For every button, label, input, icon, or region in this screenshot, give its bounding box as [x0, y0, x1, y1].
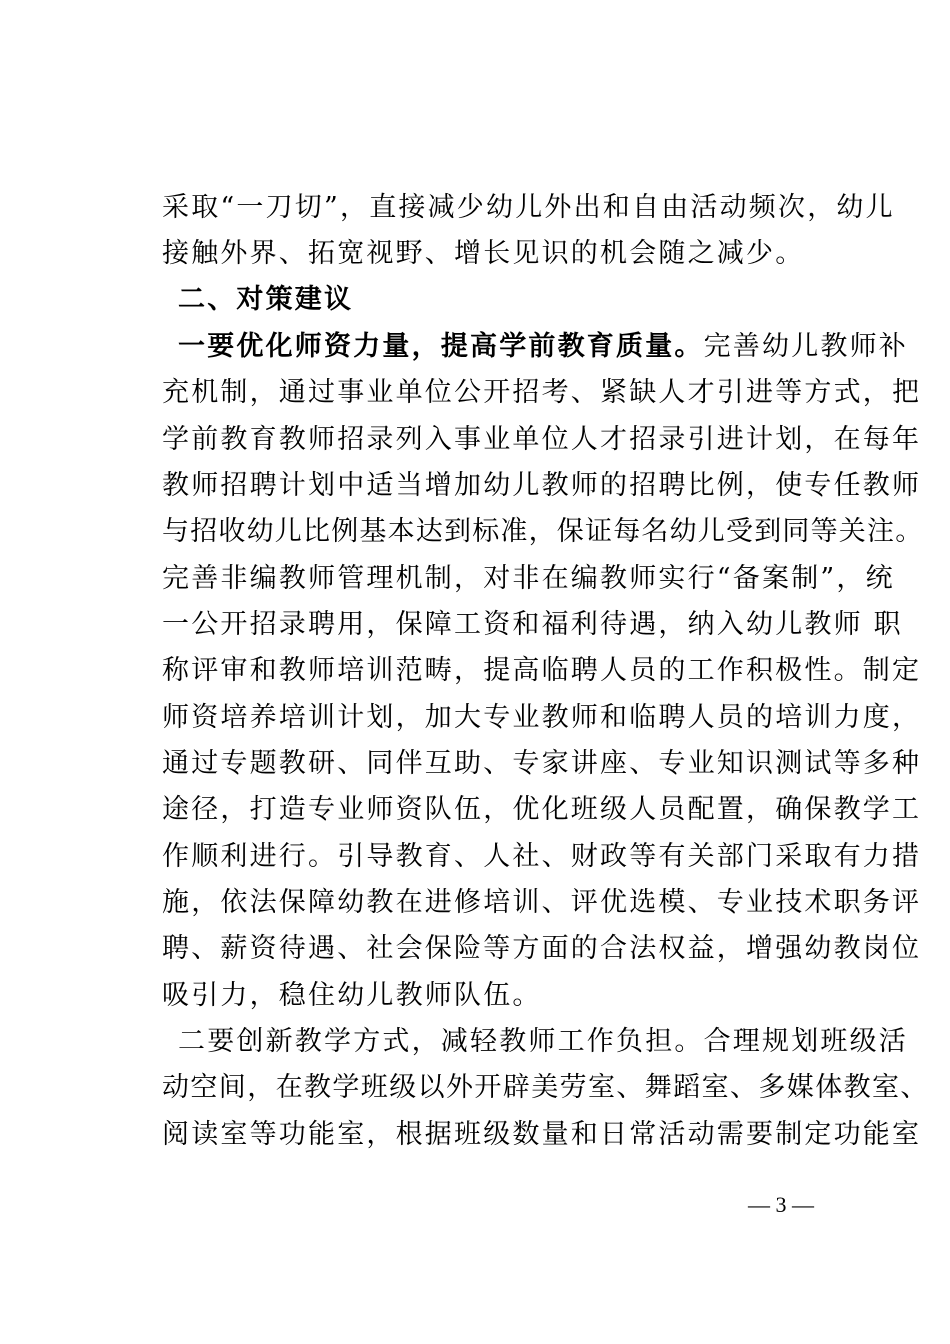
body-text-line: 动空间，在教学班级以外开辟美劳室、舞蹈室、多媒体教室、	[162, 1072, 929, 1103]
body-text-line: 作顺利进行。引导教育、人社、财政等有关部门采取有力措	[162, 841, 922, 872]
paragraph-first-line: 二要创新教学方式，减轻教师工作负担。合理规划班级活	[178, 1026, 908, 1057]
section-heading: 二、对策建议	[178, 284, 354, 315]
paragraph-first-line	[178, 327, 909, 367]
body-text-line: 一公开招录聘用，保障工资和福利待遇，纳入幼儿教师 职	[162, 609, 903, 640]
body-text-line: 聘、薪资待遇、社会保险等方面的合法权益，增强幼教岗位	[162, 933, 922, 964]
page-number: — 3 —	[748, 1192, 814, 1217]
body-text-line: 完善非编教师管理机制，对非在编教师实行“备案制”，统	[162, 563, 895, 594]
body-text-line: 吸引力，稳住幼儿教师队伍。	[162, 980, 542, 1011]
body-text-line: 充机制，通过事业单位公开招考、紧缺人才引进等方式，把	[162, 377, 922, 408]
body-text-line: 阅读室等功能室，根据班级数量和日常活动需要制定功能室	[162, 1119, 922, 1150]
body-text-line: 师资培养培训计划，加大专业教师和临聘人员的培训力度，	[162, 702, 922, 733]
body-text-line: 途径，打造专业师资队伍，优化班级人员配置，确保教学工	[162, 794, 922, 825]
body-text-line: 采取“一刀切”，直接减少幼儿外出和自由活动频次，幼儿	[162, 192, 895, 223]
body-text-line: 称评审和教师培训范畴，提高临聘人员的工作积极性。制定	[162, 655, 922, 686]
body-text-line: 教师招聘计划中适当增加幼儿教师的招聘比例，使专任教师	[162, 470, 922, 501]
body-text-line: 接触外界、拓宽视野、增长见识的机会随之减少。	[162, 238, 805, 269]
paragraph-lead-sentence: 一要优化师资力量，提高学前教育质量。	[178, 331, 704, 362]
body-text-line: 通过专题教研、同伴互助、专家讲座、专业知识测试等多种	[162, 748, 922, 779]
body-text-span: 完善幼儿教师补	[703, 331, 909, 362]
body-text-line: 施，依法保障幼教在进修培训、评优选模、专业技术职务评	[162, 887, 922, 918]
body-text-line: 学前教育教师招录列入事业单位人才招录引进计划，在每年	[162, 424, 922, 455]
body-text-line: 与招收幼儿比例基本达到标准，保证每名幼儿受到同等关注。	[162, 516, 924, 547]
